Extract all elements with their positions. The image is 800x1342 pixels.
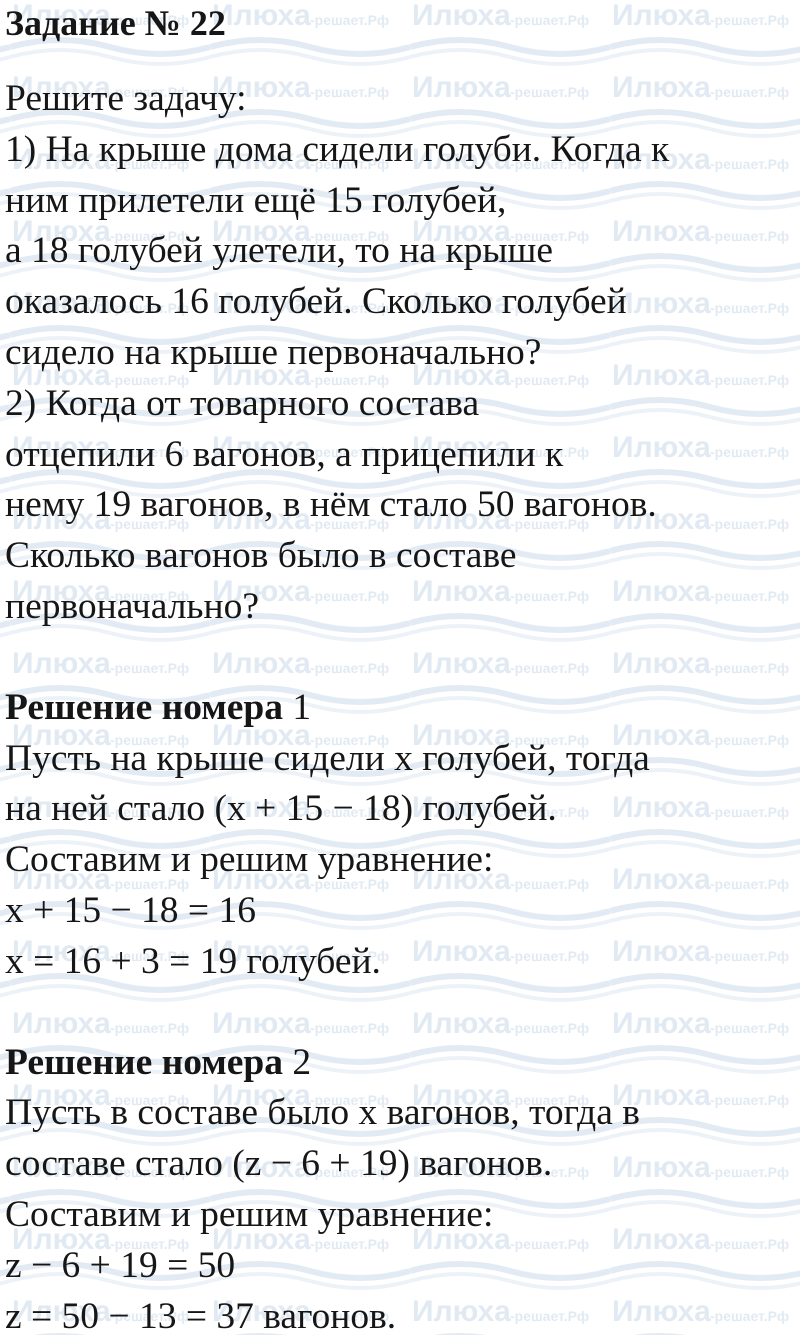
solution2-line: Составим и решим уравнение:	[5, 1193, 494, 1235]
solution1-line: Составим и решим уравнение:	[5, 839, 494, 881]
solution2-line: z = 50 − 13 = 37 вагонов.	[5, 1295, 397, 1337]
problem1-line: оказалось 16 голубей. Сколько голубей	[5, 281, 627, 323]
problem1-line: ним прилетели ещё 15 голубей,	[5, 179, 507, 221]
solution1-line: на ней стало (х + 15 − 18) голубей.	[5, 788, 557, 830]
solution1-heading-number: 1	[283, 686, 312, 728]
document-content	[5, 0, 795, 1342]
solution1-line: Пусть на крыше сидели х голубей, тогда	[5, 737, 650, 779]
solution1-line: х = 16 + 3 = 19 голубей.	[5, 940, 381, 982]
solution1-heading	[5, 683, 795, 734]
task-title: Задание № 22	[5, 3, 226, 43]
problem2-line: отцепили 6 вагонов, а прицепили к	[5, 433, 564, 475]
section-gap	[5, 633, 795, 683]
section-gap	[5, 988, 795, 1038]
solution1-heading-label: Решение номера	[5, 686, 284, 728]
problem1-line: сидело на крыше первоначально?	[5, 331, 542, 373]
problem2-line: нему 19 вагонов, в нём стало 50 вагонов.	[5, 484, 657, 526]
solution2-line: составе стало (z − 6 + 19) вагонов.	[5, 1143, 553, 1185]
task-intro: Решите задачу:	[5, 78, 247, 119]
problem2-line: Сколько вагонов было в составе	[5, 535, 517, 577]
problem2-line: первоначально?	[5, 585, 259, 627]
solution2-line: z − 6 + 19 = 50	[5, 1244, 236, 1286]
problem2-line: 2) Когда от товарного состава	[5, 382, 480, 424]
problem1-line: а 18 голубей улетели, то на крыше	[5, 230, 554, 272]
solution2-heading-label: Решение номера	[5, 1041, 284, 1083]
problem1-line: 1) На крыше дома сидели голуби. Когда к	[5, 128, 670, 170]
solution1-line: х + 15 − 18 = 16	[5, 889, 256, 931]
solution2-heading	[5, 1038, 795, 1089]
solution2-line: Пусть в составе было х вагонов, тогда в	[5, 1092, 640, 1134]
solution2-heading-number: 2	[283, 1041, 312, 1083]
